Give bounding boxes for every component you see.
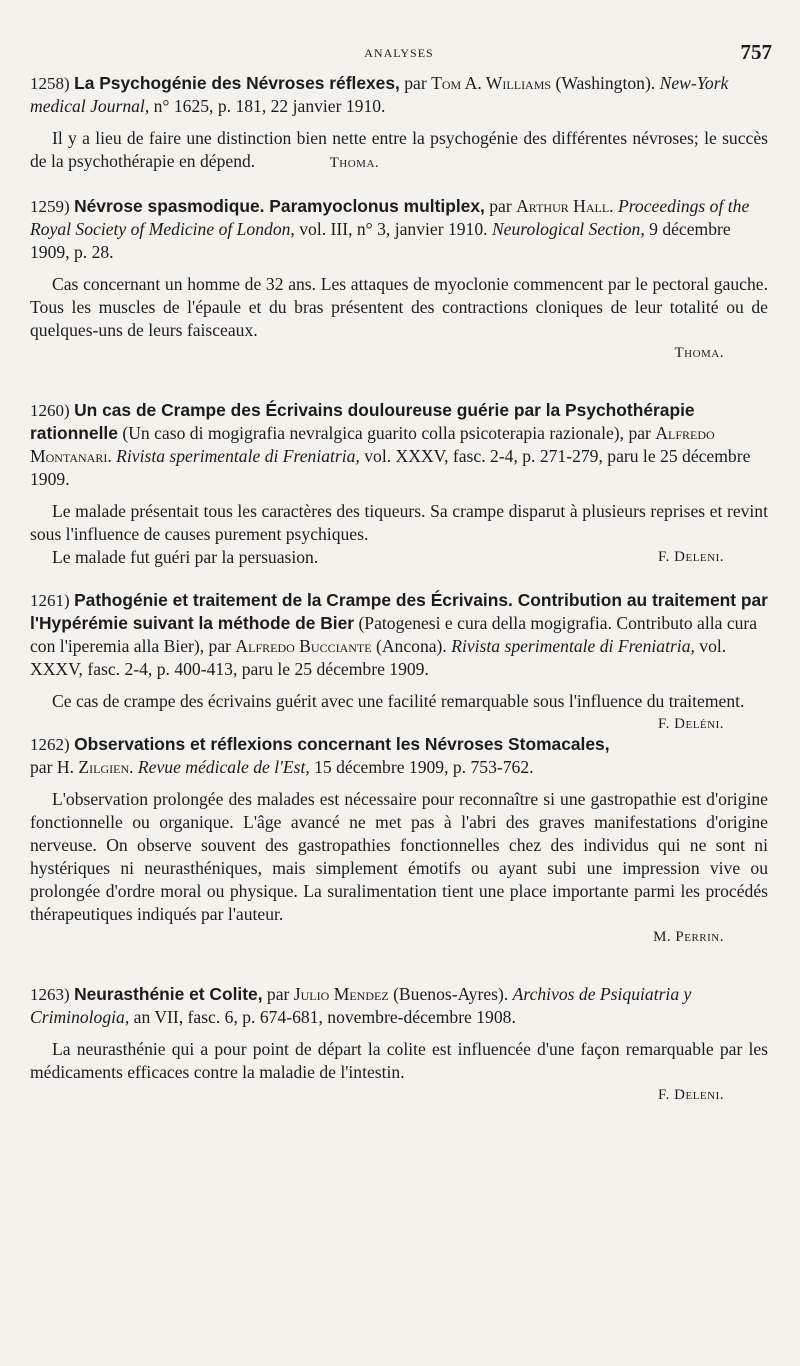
entry-signature: F. Deleni. (658, 549, 724, 565)
entry-author: Alfredo Bucciante (235, 636, 372, 656)
entry-1263 (30, 983, 768, 1106)
entry-details: n° 1625, p. 181, 22 janvier 1910. (149, 96, 386, 116)
entry-author: Tom A. Williams (431, 73, 552, 93)
paragraph-text: Le malade fut guéri par la persuasion. (52, 547, 319, 567)
entry-number: 1261) (30, 591, 70, 610)
paragraph-text: Le malade présentait tous les caractères des tiqueurs. Sa crampe disparut à plusieurs reprises et revint sous l'influence de causes purement psychiques. (30, 501, 768, 544)
page-number: 757 (740, 40, 772, 64)
running-header (30, 38, 772, 72)
entry-number: 1260) (30, 401, 70, 420)
entry-paragraph (30, 788, 768, 926)
entry-subtitle: (Patogenesi e cura della mogigrafia. Contributo alla cura con l'iperemia alla Bier), par (30, 613, 758, 656)
entry-signature: Thoma. (674, 345, 724, 361)
paragraph-text: Il y a lieu de faire une distinction bien nette entre la psychogénie des différentes névroses; le succès de la psychothérapie en dépend. (30, 128, 768, 171)
entry-author: Julio Mendez (293, 984, 389, 1004)
paragraph-text: La neurasthénie qui a pour point de départ la colite est influencée d'une façon remarquable par les médicaments efficaces contre la maladie de l'intestin. (30, 1039, 768, 1082)
entry-by: par (399, 73, 432, 93)
entry-title: Pathogénie et traitement de la Crampe des Écrivains. Contribution au traitement par l'Hypérémie suivant la méthode de Bier (30, 590, 768, 633)
entry-source: New-York medical Journal, (30, 73, 729, 116)
entry-heading (30, 733, 768, 779)
entry-details-section: 9 décembre 1909, p. 28. (30, 219, 731, 262)
entry-1262 (30, 733, 768, 948)
entry-title: Neurasthénie et Colite, (74, 984, 263, 1004)
entry-number: 1262) (30, 735, 70, 754)
entry-paragraph (30, 546, 768, 569)
entry-author: Alfredo Montanari. (30, 423, 715, 466)
entry-1259 (30, 195, 768, 364)
entry-source: Proceedings of the Royal Society of Medicine of London, (30, 196, 750, 239)
entry-location: (Buenos-Ayres). (388, 984, 513, 1004)
entry-title: Névrose spasmodique. Paramyoclonus multiplex, (74, 196, 485, 216)
running-header-title: ANALYSES (364, 46, 434, 60)
entry-author: H. Zilgien. (56, 757, 134, 777)
entry-paragraph (30, 127, 768, 175)
entry-by: par (30, 757, 57, 777)
entry-source: Archivos de Psiquiatria y Criminologia, (30, 984, 692, 1027)
entry-source: Rivista sperimentale di Freniatria, (451, 636, 695, 656)
page (30, 38, 772, 1121)
paragraph-text: Cas concernant un homme de 32 ans. Les attaques de myoclonie commencent par le pectoral gauche. Tous les muscles de l'épaule et du bras présentent des contractions cloniques de leur totalité ou de quelques-uns de leurs faisceaux. (30, 274, 768, 340)
entry-heading (30, 72, 768, 118)
entry-location: (Washington). (551, 73, 660, 93)
paragraph-text: L'observation prolongée des malades est nécessaire pour reconnaître si une gastropathie est d'origine fonctionnelle ou organique. L'âge avancé ne met pas à l'abri des graves manifestations d'origine nerveuse. On observe souvent des gastropathies fonctionnelles chez des individus qui ne sont ni hystériques ni neurasthéniques, mais simplement émotifs ou ayant subi une impression vive ou prolongée d'ordre moral ou physique. La suralimentation tient une place importante parmi les procédés thérapeutiques indiqués par l'auteur. (30, 789, 768, 924)
entry-title: La Psychogénie des Névroses réflexes, (74, 73, 400, 93)
entry-signature: M. Perrin. (653, 929, 724, 945)
entry-by: par (262, 984, 294, 1004)
entry-number: 1258) (30, 74, 70, 93)
entry-details: vol. III, n° 3, janvier 1910. (294, 219, 492, 239)
entry-source: Rivista sperimentale di Freniatria, (116, 446, 360, 466)
entry-paragraph (30, 1038, 768, 1084)
entry-heading (30, 195, 768, 264)
entry-title: Observations et réflexions concernant les Névroses Stomacales, (74, 734, 610, 754)
entry-signature: Thoma. (329, 155, 380, 171)
entry-1260 (30, 399, 768, 569)
entry-details: 15 décembre 1909, p. 753-762. (309, 757, 534, 777)
entry-details: vol. XXXV, fasc. 2-4, p. 271-279, paru le 25 décembre 1909. (30, 446, 751, 489)
entry-location: (Ancona). (371, 636, 452, 656)
entry-title: Un cas de Crampe des Écrivains douloureuse guérie par la Psychothérapie rationnelle (30, 400, 695, 443)
entry-paragraph (30, 273, 768, 342)
entry-heading (30, 983, 768, 1029)
entry-paragraph (30, 500, 768, 546)
entry-heading (30, 399, 768, 491)
entry-number: 1263) (30, 985, 70, 1004)
entry-source-section: Neurological Section, (491, 219, 645, 239)
entry-1258 (30, 72, 768, 175)
paragraph-text: Ce cas de crampe des écrivains guérit avec une facilité remarquable sous l'influence du traitement. (52, 691, 745, 711)
entry-source: Revue médicale de l'Est, (137, 757, 310, 777)
entry-heading (30, 589, 768, 681)
entry-paragraph (30, 690, 768, 732)
entry-by: par (484, 196, 517, 216)
entry-signature: F. Deléni. (658, 716, 724, 732)
entry-details: vol. XXXV, fasc. 2-4, p. 400-413, paru le 25 décembre 1909. (30, 636, 727, 679)
entry-details: an VII, fasc. 6, p. 674-681, novembre-décembre 1908. (129, 1007, 516, 1027)
entry-author: Arthur Hall. (516, 196, 614, 216)
entry-signature: F. Deleni. (658, 1087, 724, 1103)
entry-subtitle: (Un caso di mogigrafia nevralgica guarito colla psicoterapia razionale), par (117, 423, 656, 443)
entry-1261 (30, 589, 768, 732)
entry-number: 1259) (30, 197, 70, 216)
